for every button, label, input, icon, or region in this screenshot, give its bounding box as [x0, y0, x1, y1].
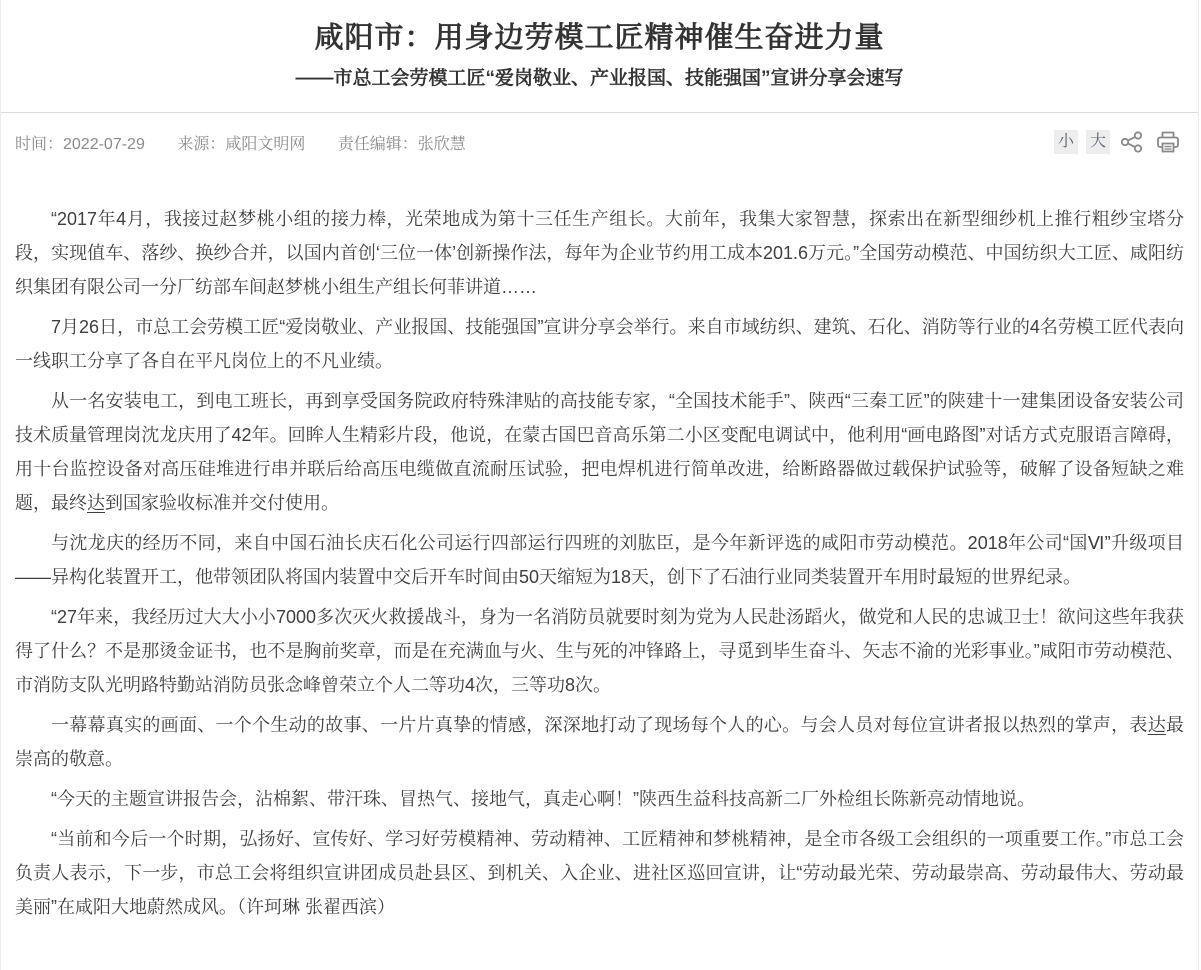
article-paragraph — [15, 310, 1184, 378]
article-paragraph — [15, 822, 1184, 924]
paragraph-text: 与沈龙庆的经历不同，来自中国石油长庆石化公司运行四部运行四班的刘肱臣，是今年新评选的咸阳市劳动模范。2018年公司“国Ⅵ”升级项目——异构化装置开工，他带领团队将国内装置中交后开车时间由50天缩短为18天，创下了石油行业同类装置开车用时最短的世界纪录。 — [15, 533, 1184, 587]
meta-bar — [1, 113, 1198, 170]
article-header — [1, 0, 1198, 113]
print-icon[interactable] — [1154, 128, 1182, 156]
meta-info — [15, 131, 494, 154]
underlined-keyword[interactable]: 达 — [87, 493, 105, 513]
page-title: 咸阳市：用身边劳模工匠精神催生奋进力量 — [314, 22, 885, 54]
font-increase-button[interactable]: 大 — [1086, 130, 1110, 154]
paragraph-text: 一幕幕真实的画面、一个个生动的故事、一片片真挚的情感，深深地打动了现场每个人的心。与会人员对每位宣讲者报以热烈的掌声，表 — [51, 715, 1148, 735]
paragraph-text: “2017年4月，我接过赵梦桃小组的接力棒，光荣地成为第十三任生产组长。大前年，我集大家智慧，探索出在新型细纱机上推行粗纱宝塔分段，实现值车、落纱、换纱合并，以国内首创‘三位一体’创新操作法，每年为企业节约用工成本201.6万元。”全国劳动模范、中国纺织大工匠、咸阳纺织集团有限公司一分厂纺部车间赵梦桃小组生产组长何菲讲道…… — [15, 209, 1184, 297]
meta-time: 时间：2022-07-29 — [15, 135, 145, 153]
underlined-keyword[interactable]: 达 — [1147, 715, 1166, 735]
meta-editor: 责任编辑：张欣慧 — [337, 135, 466, 153]
paragraph-text: “当前和今后一个时期，弘扬好、宣传好、学习好劳模精神、劳动精神、工匠精神和梦桃精神，是全市各级工会组织的一项重要工作。”市总工会负责人表示，下一步，市总工会将组织宣讲团成员赴县区、到机关、入企业、进社区巡回宣讲，让“劳动最光荣、劳动最崇高、劳动最伟大、劳动最美丽”在咸阳大地蔚然成风。（许珂琳 张翟西滨） — [15, 829, 1184, 917]
article-paragraph — [15, 600, 1184, 702]
share-icon[interactable] — [1118, 128, 1146, 156]
page-subtitle: ——市总工会劳模工匠“爱岗敬业、产业报国、技能强国”宣讲分享会速写 — [295, 68, 904, 89]
article-paragraph — [15, 708, 1184, 776]
paragraph-text: “今天的主题宣讲报告会，沾棉絮、带汗珠、冒热气、接地气，真走心啊！”陕西生益科技高新二厂外检组长陈新亮动情地说。 — [51, 789, 1035, 809]
paragraph-text: 到国家验收标准并交付使用。 — [105, 493, 339, 513]
paragraph-text: 从一名安装电工，到电工班长，再到享受国务院政府特殊津贴的高技能专家，“全国技术能手”、陕西“三秦工匠”的陕建十一建集团设备安装公司技术质量管理岗沈龙庆用了42年。回眸人生精彩片段，他说，在蒙古国巴音高乐第二小区变配电调试中，他利用“画电路图”对话方式克服语言障碍，用十台监控设备对高压硅堆进行串并联后给高压电缆做直流耐压试验，把电焊机进行简单改进，给断路器做过载保护试验等，破解了设备短缺之难题，最终 — [15, 391, 1184, 513]
article-body — [1, 170, 1198, 970]
article-paragraph — [15, 384, 1184, 520]
article-paragraph — [15, 782, 1184, 816]
meta-source: 来源：咸阳文明网 — [177, 135, 306, 153]
paragraph-text: 7月26日，市总工会劳模工匠“爱岗敬业、产业报国、技能强国”宣讲分享会举行。来自市域纺织、建筑、石化、消防等行业的4名劳模工匠代表向一线职工分享了各自在平凡岗位上的不凡业绩。 — [15, 317, 1184, 371]
paragraph-text: “27年来，我经历过大大小小7000多次灭火救援战斗，身为一名消防员就要时刻为党为人民赴汤蹈火，做党和人民的忠诚卫士！欲问这些年我获得了什么？不是那烫金证书，也不是胸前奖章，而是在充满血与火、生与死的冲锋路上，寻觅到毕生奋斗、矢志不渝的光彩事业。”咸阳市劳动模范、市消防支队光明路特勤站消防员张念峰曾荣立个人二等功4次，三等功8次。 — [15, 607, 1184, 695]
article-paragraph — [15, 202, 1184, 304]
article-paragraph — [15, 526, 1184, 594]
font-decrease-button[interactable]: 小 — [1054, 130, 1078, 154]
paragraph-text: 最崇高的敬意。 — [15, 715, 1184, 769]
meta-actions — [1054, 128, 1184, 156]
